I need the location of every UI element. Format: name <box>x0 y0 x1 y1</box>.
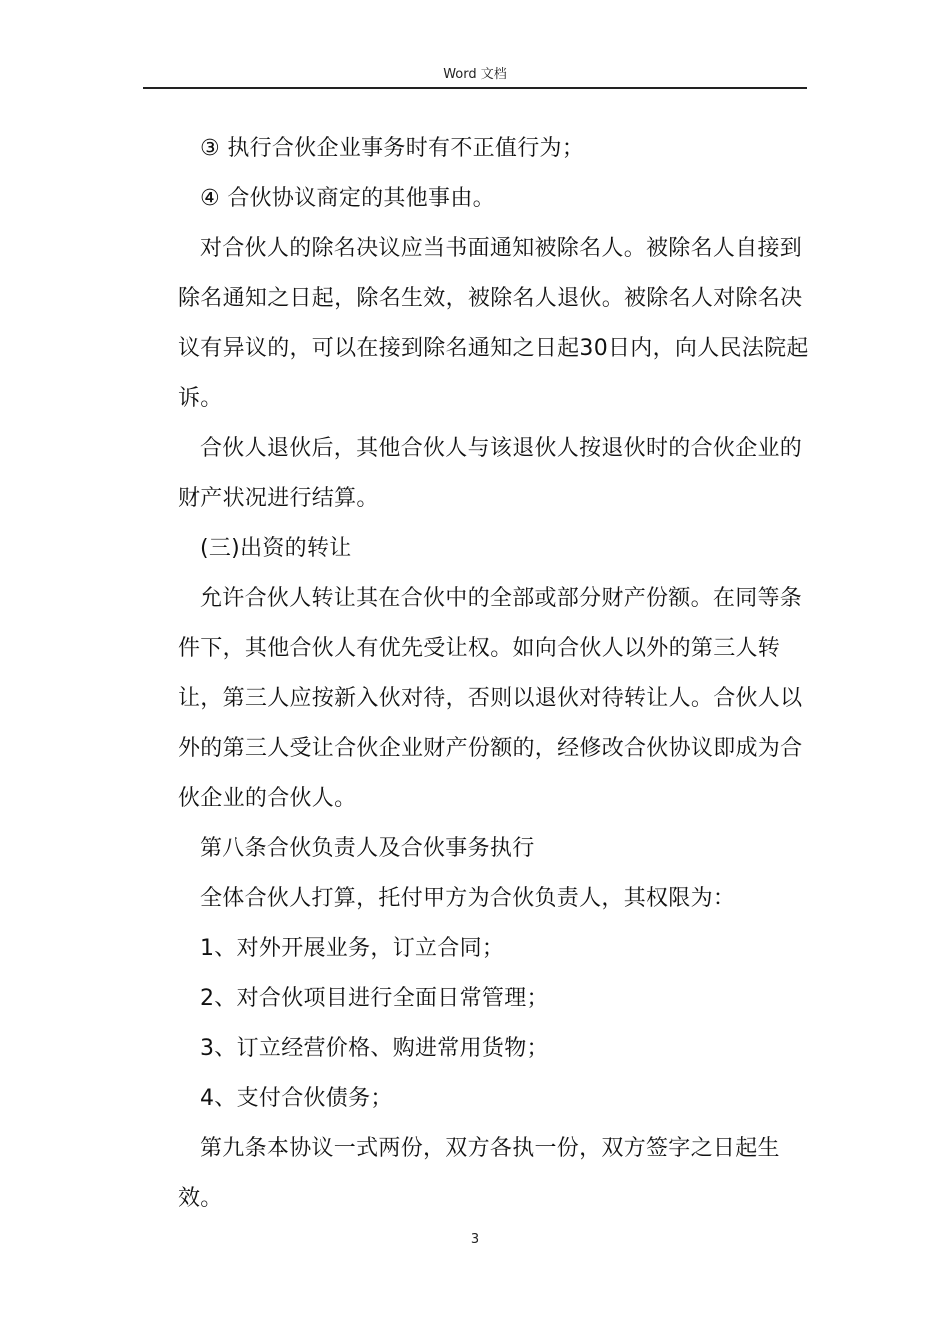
list-item-1: 1、对外开展业务，订立合同； <box>200 936 505 961</box>
paragraph-item-3: ③ 执行合伙企业事务时有不正值行为； <box>200 136 585 161</box>
article-nine: 第九条本协议一式两份，双方各执一份，双方签字之日起生效。 <box>178 1136 780 1211</box>
list-item-4: 4、支付合伙债务； <box>200 1086 393 1111</box>
paragraph-authority-intro: 全体合伙人打算，托付甲方为合伙负责人，其权限为： <box>200 886 736 911</box>
paragraph-expulsion-notice: 对合伙人的除名决议应当书面通知被除名人。被除名人自接到除名通知之日起，除名生效，被除名人退伙。被除名人对除名决议有异议的，可以在接到除名通知之日起30日内，向人民法院起诉。 <box>178 236 809 411</box>
list-item-2: 2、对合伙项目进行全面日常管理； <box>200 986 549 1011</box>
paragraph-withdrawal-settlement: 合伙人退伙后，其他合伙人与该退伙人按退伙时的合伙企业的财产状况进行结算。 <box>178 436 803 511</box>
paragraph-item-4: ④ 合伙协议商定的其他事由。 <box>200 186 495 211</box>
page-number: 3 <box>470 1232 480 1247</box>
page-header-title: Word 文档 <box>443 67 507 82</box>
paragraph-capital-transfer: 允许合伙人转让其在合伙中的全部或部分财产份额。在同等条件下，其他合伙人有优先受让权。如向合伙人以外的第三人转让，第三人应按新入伙对待，否则以退伙对待转让人。合伙人以外的第三人受让合伙企业财产份额的，经修改合伙协议即成为合伙企业的合伙人。 <box>178 586 803 811</box>
list-item-3: 3、订立经营价格、购进常用货物； <box>200 1036 549 1061</box>
article-heading-eight: 第八条合伙负责人及合伙事务执行 <box>200 836 535 861</box>
section-heading-capital-transfer: (三)出资的转让 <box>200 536 352 561</box>
header-divider <box>143 87 807 89</box>
document-body <box>178 124 818 1224</box>
